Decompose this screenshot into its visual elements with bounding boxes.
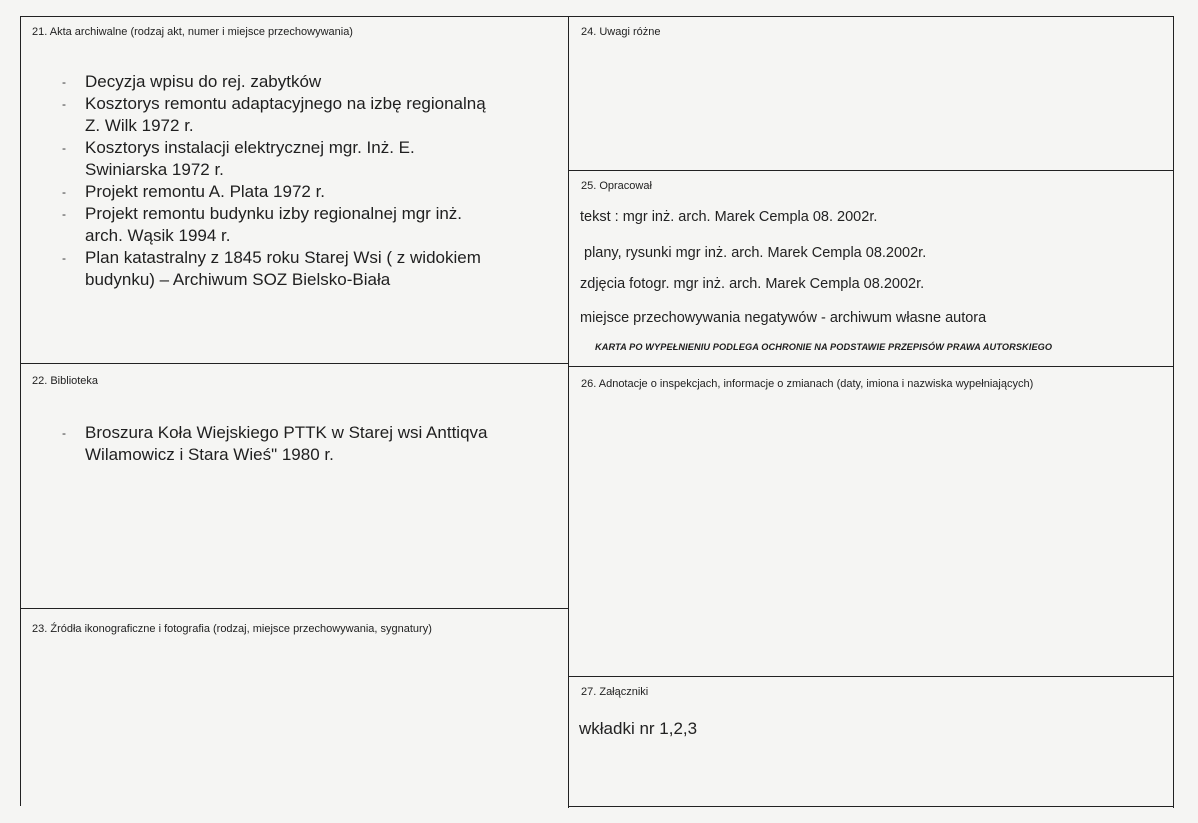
section-27-label: 27. Załączniki bbox=[581, 686, 649, 698]
archival-record-item-line: arch. Wąsik 1994 r. bbox=[85, 226, 231, 245]
section-24-label: 24. Uwagi różne bbox=[581, 26, 661, 38]
library-record-item bbox=[62, 422, 565, 466]
section-21-label: 21. Akta archiwalne (rodzaj akt, numer i miejsce przechowywania) bbox=[32, 26, 353, 38]
section-25-label: 25. Opracował bbox=[581, 180, 652, 192]
bullet-dash: - bbox=[62, 251, 66, 265]
copyright-notice: KARTA PO WYPEŁNIENIU PODLEGA OCHRONIE NA PODSTAWIE PRZEPISÓW PRAWA AUTORSKIEGO bbox=[595, 342, 1053, 352]
section-22-list bbox=[62, 422, 565, 466]
section-23-iconographic-sources bbox=[20, 608, 568, 808]
section-26-inspection-notes bbox=[568, 366, 1173, 676]
archival-record-item-line: Projekt remontu budynku izby regionalnej mgr inż. bbox=[85, 204, 463, 223]
bullet-dash: - bbox=[62, 97, 66, 111]
archival-record-item-line: Kosztorys remontu adaptacyjnego na izbę regionalną bbox=[85, 94, 486, 113]
attachments-value: wkładki nr 1,2,3 bbox=[579, 719, 698, 738]
bullet-dash: - bbox=[62, 207, 66, 221]
archival-record-item-line: Kosztorys instalacji elektrycznej mgr. Inż. E. bbox=[85, 138, 415, 157]
archival-record-item bbox=[62, 93, 565, 137]
archival-record-item-line: budynku) – Archiwum SOZ Bielsko-Biała bbox=[85, 270, 391, 289]
bullet-dash: - bbox=[62, 141, 66, 155]
archival-record-item bbox=[62, 137, 565, 181]
library-record-item-line: Wilamowicz i Stara Wieś" 1980 r. bbox=[85, 445, 334, 464]
section-21-archival-records bbox=[20, 16, 568, 363]
bullet-dash: - bbox=[62, 185, 66, 199]
right-border bbox=[1173, 16, 1174, 808]
archival-record-item-line: Decyzja wpisu do rej. zabytków bbox=[85, 72, 322, 91]
entry-photos-author: zdjęcia fotogr. mgr inż. arch. Marek Cempla 08.2002r. bbox=[580, 276, 925, 292]
section-23-label: 23. Źródła ikonograficzne i fotografia (rodzaj, miejsce przechowywania, sygnatury) bbox=[32, 623, 432, 635]
entry-negatives-storage: miejsce przechowywania negatywów - archiwum własne autora bbox=[580, 310, 987, 326]
section-27-attachments bbox=[568, 676, 1173, 806]
section-22-library bbox=[20, 363, 568, 608]
entry-plans-author: plany, rysunki mgr inż. arch. Marek Cempla 08.2002r. bbox=[584, 245, 927, 261]
section-24-remarks bbox=[568, 16, 1173, 170]
archival-record-item-line: Projekt remontu A. Plata 1972 r. bbox=[85, 182, 326, 201]
section-25-prepared-by bbox=[568, 170, 1173, 366]
section-26-label: 26. Adnotacje o inspekcjach, informacje o zmianach (daty, imiona i nazwiska wypełniających) bbox=[581, 378, 1034, 390]
section-22-label: 22. Biblioteka bbox=[32, 375, 99, 387]
entry-text-author: tekst : mgr inż. arch. Marek Cempla 08. 2002r. bbox=[580, 209, 878, 225]
archival-record-item-line: Plan katastralny z 1845 roku Starej Wsi ( z widokiem bbox=[85, 248, 481, 267]
archival-record-item-line: Z. Wilk 1972 r. bbox=[85, 116, 194, 135]
section-21-list bbox=[62, 71, 565, 291]
archival-record-item-line: Swiniarska 1972 r. bbox=[85, 160, 224, 179]
archival-record-item bbox=[62, 181, 565, 203]
archival-record-item bbox=[62, 71, 565, 93]
bottom-border-right bbox=[568, 806, 1173, 807]
archival-record-item bbox=[62, 203, 565, 247]
bullet-dash: - bbox=[62, 426, 66, 440]
archival-record-item bbox=[62, 247, 565, 291]
library-record-item-line: Broszura Koła Wiejskiego PTTK w Starej wsi Anttiqva bbox=[85, 423, 488, 442]
bullet-dash: - bbox=[62, 75, 66, 89]
